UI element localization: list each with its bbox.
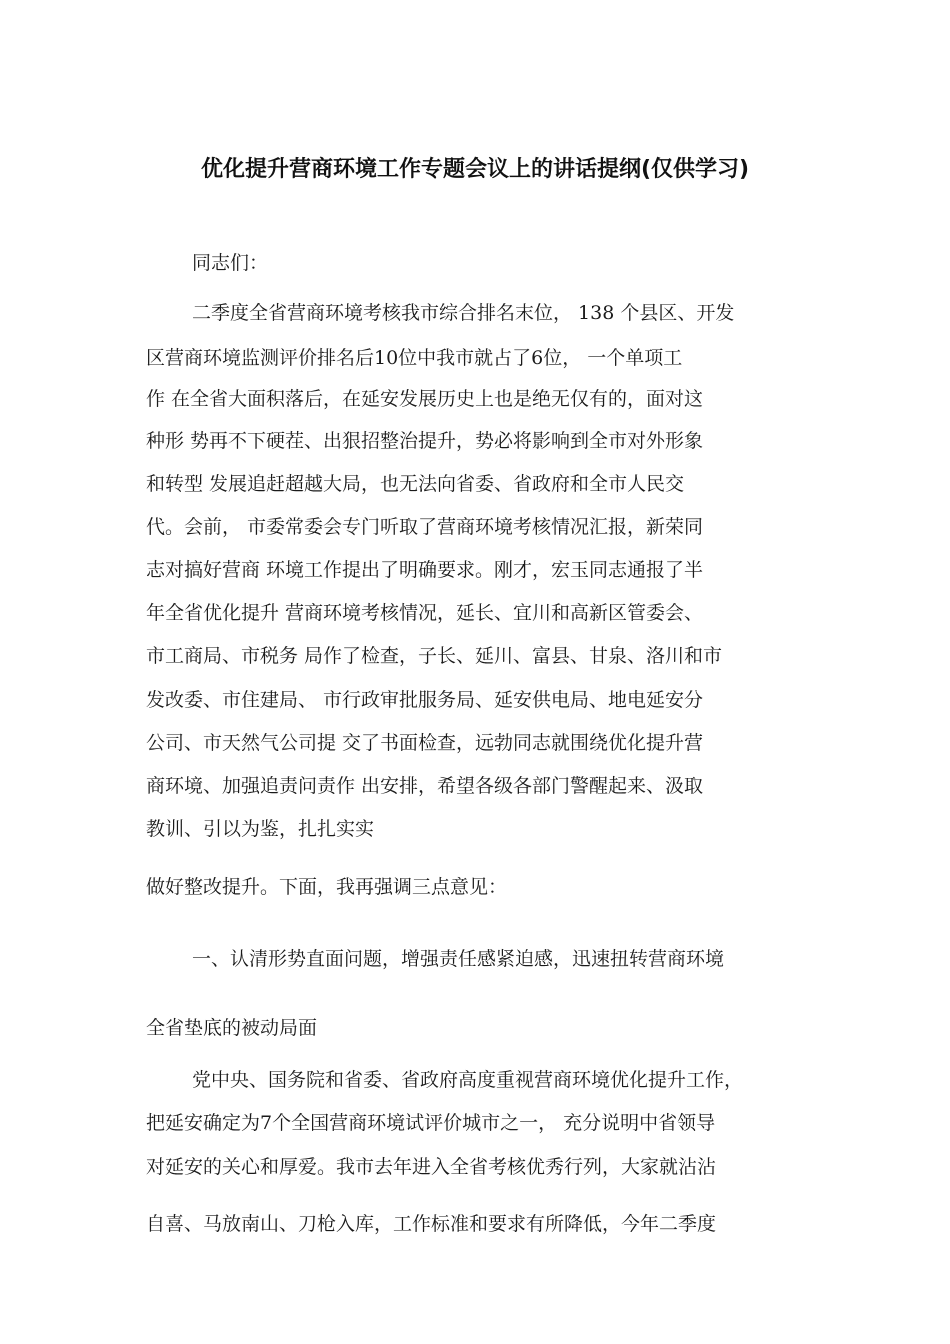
paragraph-line: 年全省优化提升 营商环境考核情况，延长、宜川和高新区管委会、 <box>146 602 704 624</box>
paragraph-line: 对延安的关心和厚爱。我市去年进入全省考核优秀行列，大家就沾沾 <box>146 1156 717 1178</box>
section-heading: 一、认清形势直面问题，增强责任感紧迫感，迅速扭转营商环境 <box>192 948 725 970</box>
paragraph-line: 市工商局、市税务 局作了检查，子长、延川、富县、甘泉、洛川和市 <box>146 645 723 667</box>
paragraph-line: 二季度全省营商环境考核我市综合排名末位， 138 个县区、开发 <box>192 302 735 324</box>
paragraph-line: 自喜、马放南山、刀枪入库，工作标准和要求有所降低，今年二季度 <box>146 1213 717 1235</box>
paragraph-line: 区营商环境监测评价排名后10位中我市就占了6位， 一个单项工 <box>146 347 683 369</box>
paragraph-line: 把延安确定为7个全国营商环境试评价城市之一， 充分说明中省领导 <box>146 1112 716 1134</box>
paragraph-line: 志对搞好营商 环境工作提出了明确要求。刚才，宏玉同志通报了半 <box>146 559 704 581</box>
paragraph-line: 和转型 发展追赶超越大局，也无法向省委、省政府和全市人民交 <box>146 473 685 495</box>
paragraph-line: 发改委、市住建局、 市行政审批服务局、延安供电局、地电延安分 <box>146 689 704 711</box>
paragraph-line: 代。会前， 市委常委会专门听取了营商环境考核情况汇报，新荣同 <box>146 516 704 538</box>
section-heading-continued: 全省垫底的被动局面 <box>146 1017 318 1039</box>
document-title: 优化提升营商环境工作专题会议上的讲话提纲(仅供学习) <box>200 157 750 182</box>
paragraph-line: 党中央、国务院和省委、省政府高度重视营商环境优化提升工作， <box>192 1069 744 1091</box>
paragraph-line: 做好整改提升。下面，我再强调三点意见： <box>146 876 508 898</box>
paragraph-line: 种形 势再不下硬茬、出狠招整治提升，势必将影响到全市对外形象 <box>146 430 704 452</box>
paragraph-line: 作 在全省大面积落后，在延安发展历史上也是绝无仅有的，面对这 <box>146 388 704 410</box>
paragraph-line: 商环境、加强追责问责作 出安排，希望各级各部门警醒起来、汲取 <box>146 775 704 797</box>
paragraph-line: 公司、市天然气公司提 交了书面检查，远勃同志就围绕优化提升营 <box>146 732 704 754</box>
salutation: 同志们： <box>192 252 269 274</box>
paragraph-line: 教训、引以为鉴，扎扎实实 <box>146 818 375 840</box>
